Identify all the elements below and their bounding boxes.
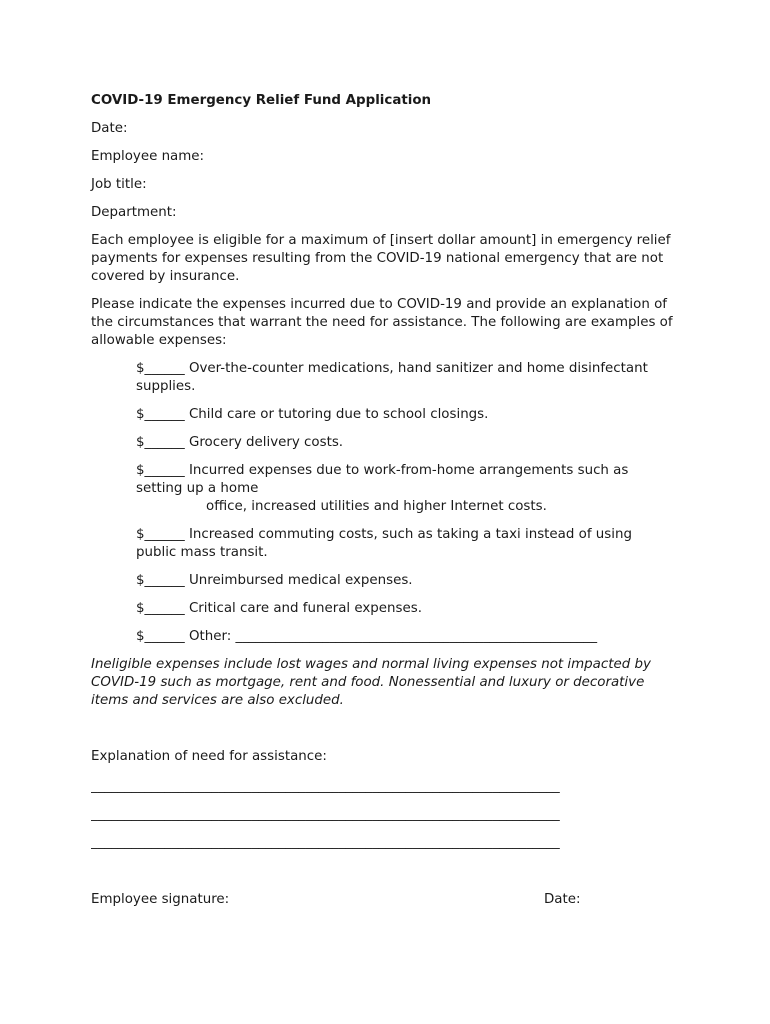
expense-list [136, 360, 676, 646]
explanation-label: Explanation of need for assistance: [91, 749, 327, 764]
expense-item-work-from-home-continuation: office, increased utilities and higher Internet costs. [206, 499, 547, 514]
job-title-field-label: Job title: [91, 177, 147, 192]
instructions-paragraph: Please indicate the expenses incurred due to COVID-19 and provide an explanation of the circumstances that warrant the need for assistance. The following are examples of allowable expenses: [91, 297, 673, 348]
expense-item-child-care: $______ Child care or tutoring due to school closings. [136, 407, 489, 422]
signature-date-label: Date: [544, 892, 581, 907]
expense-item-medical: $______ Unreimbursed medical expenses. [136, 573, 413, 588]
expense-item-commuting: $______ Increased commuting costs, such as taking a taxi instead of using public mass transit. [136, 527, 632, 560]
expense-item-medications: $______ Over-the-counter medications, hand sanitizer and home disinfectant supplies. [136, 361, 648, 394]
form-title: COVID-19 Emergency Relief Fund Application [91, 93, 432, 108]
ineligible-expenses-note: Ineligible expenses include lost wages and normal living expenses not impacted by COVID-19 such as mortgage, rent and food. Nonessential and luxury or decorative items and services are also excluded. [91, 657, 651, 708]
explanation-blank-line: ______________________________________________________________________ [91, 807, 560, 822]
explanation-blank-line: ______________________________________________________________________ [91, 779, 560, 794]
expense-item-work-from-home-text: $______ Incurred expenses due to work-from-home arrangements such as setting up a home [136, 463, 629, 496]
expense-item-critical-care: $______ Critical care and funeral expenses. [136, 601, 422, 616]
signature-row [91, 891, 691, 909]
employee-name-field-label: Employee name: [91, 149, 205, 164]
explanation-blank-line: ______________________________________________________________________ [91, 835, 560, 850]
expense-item-grocery: $______ Grocery delivery costs. [136, 435, 344, 450]
eligibility-paragraph: Each employee is eligible for a maximum of [insert dollar amount] in emergency relief payments for expenses resulting from the COVID-19 national emergency that are not covered by insurance. [91, 233, 671, 284]
employee-signature-label: Employee signature: [91, 892, 230, 907]
date-field-label: Date: [91, 121, 128, 136]
expense-item-other: $______ Other: ______________________________________________________ [136, 629, 598, 644]
expense-item-work-from-home [136, 462, 676, 516]
department-field-label: Department: [91, 205, 177, 220]
application-form [91, 92, 681, 862]
